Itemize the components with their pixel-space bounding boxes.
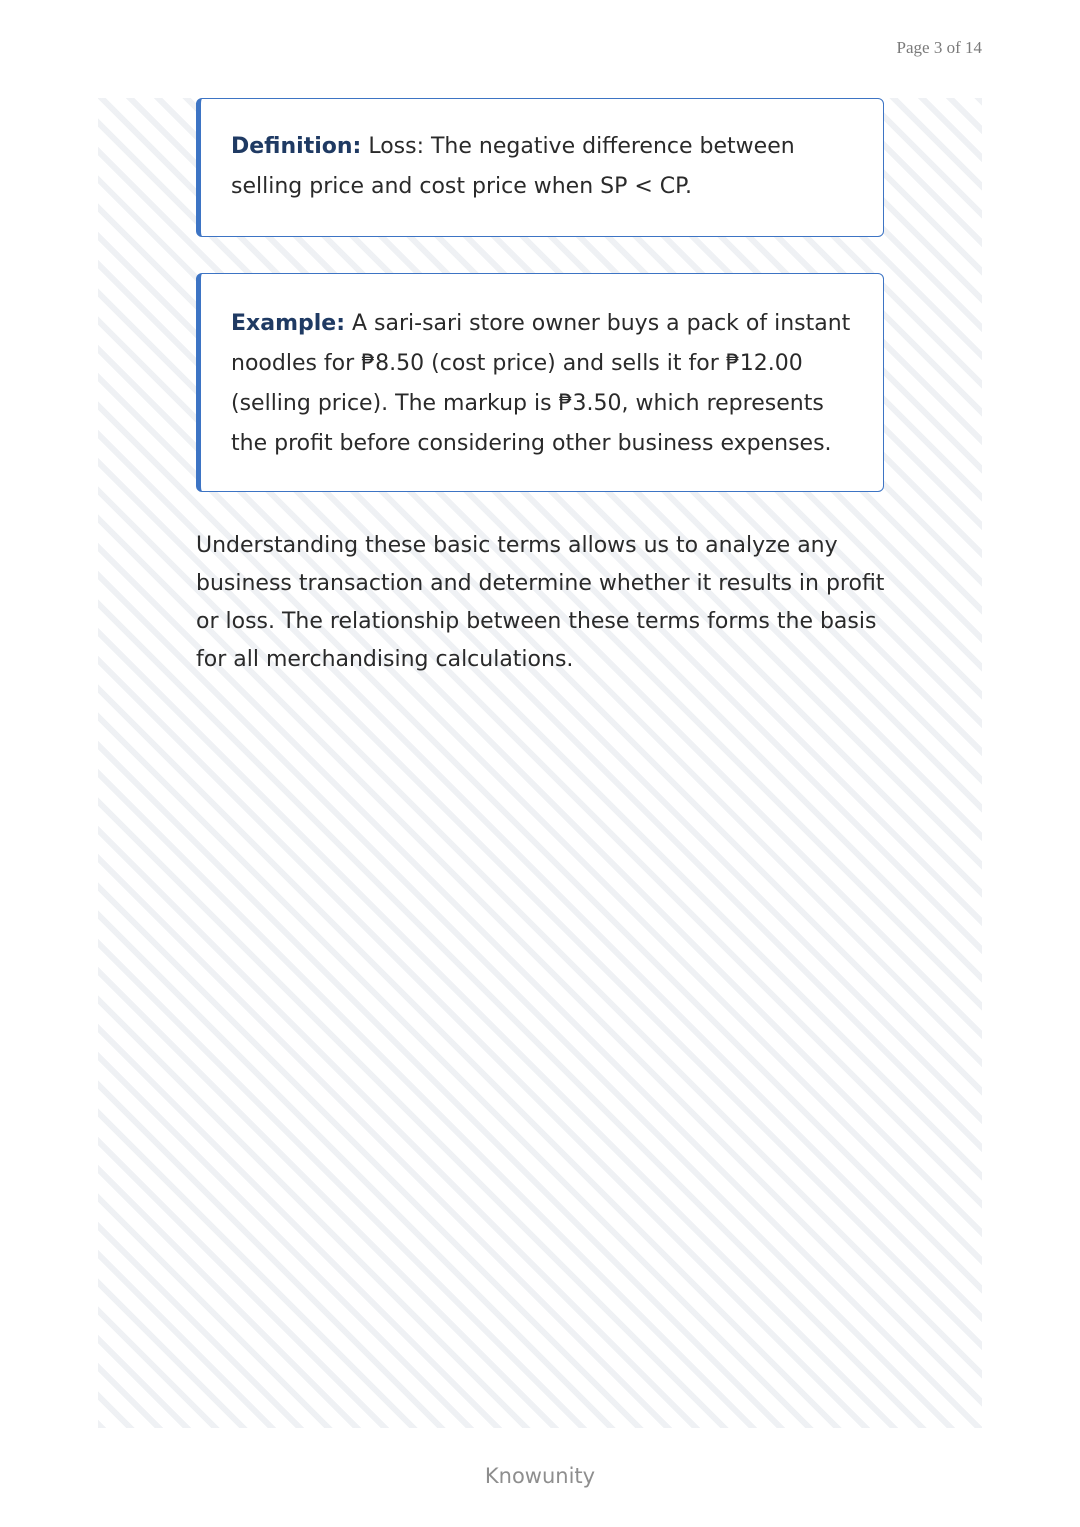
definition-label: Definition: <box>231 134 362 159</box>
example-box <box>196 273 884 492</box>
page-indicator: Page 3 of 14 <box>896 38 982 57</box>
body-paragraph: Understanding these basic terms allows us to analyze any business transaction and determine whether it results in profit or loss. The relationship between these terms forms the basis for all merchandising calculations. <box>196 533 885 672</box>
definition-box <box>196 98 884 237</box>
example-text: A sari-sari store owner buys a pack of instant noodles for ₱8.50 (cost price) and sells it for ₱12.00 (selling price). The markup is ₱3.50, which represents the profit before considering other business expenses. <box>231 311 851 456</box>
brand-footer: Knowunity <box>484 1464 596 1488</box>
example-label: Example: <box>231 311 345 336</box>
definition-text: Loss: The negative difference between selling price and cost price when SP < CP. <box>231 134 795 199</box>
